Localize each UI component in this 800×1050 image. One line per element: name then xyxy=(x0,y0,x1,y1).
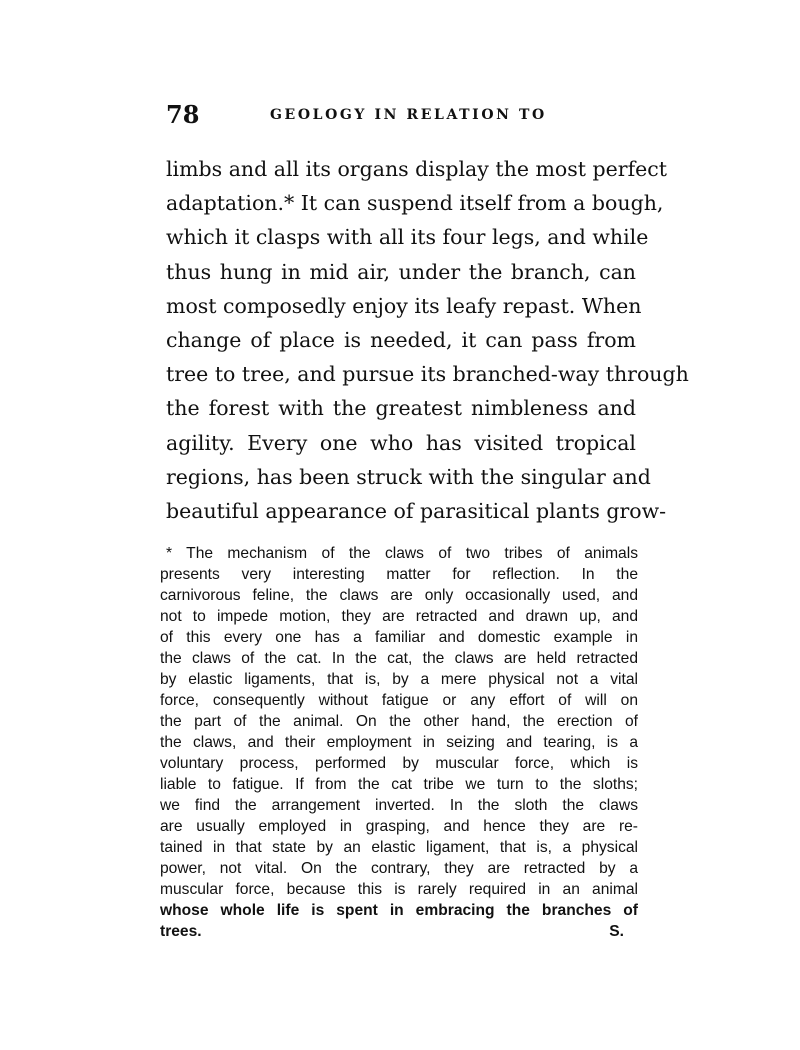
body-line: limbs and all its organs display the most perfect xyxy=(166,157,668,181)
body-line: which it clasps with all its four legs, and while xyxy=(166,225,649,250)
body-line: tree to tree, and pursue its branched-way through xyxy=(166,362,689,387)
page-header xyxy=(166,100,636,134)
body-line: the forest with the greatest nimbleness and xyxy=(166,396,636,421)
body-line: adaptation.* It can suspend itself from a bough, xyxy=(166,191,664,216)
footnote-last-line xyxy=(160,921,638,942)
footnote-line: carnivorous feline, the claws are only occasionally used, and xyxy=(160,587,638,604)
running-head: GEOLOGY IN RELATION TO xyxy=(270,107,547,123)
footnote-line-end: trees. xyxy=(160,923,202,940)
body-line: beautiful appearance of parasitical plants grow- xyxy=(166,498,667,523)
footnote xyxy=(160,543,638,942)
body-line: agility. Every one who has visited tropical xyxy=(166,430,636,455)
body-text xyxy=(166,152,689,528)
body-line: change of place is needed, it can pass from xyxy=(166,327,636,352)
footnote-line: muscular force, because this is rarely required in an animal xyxy=(160,881,638,898)
footnote-line: voluntary process, performed by muscular force, which is xyxy=(160,755,638,772)
footnote-line: by elastic ligaments, that is, by a mere physical not a vital xyxy=(160,671,638,688)
body-line: regions, has been struck with the singular and xyxy=(166,464,651,489)
page-number: 78 xyxy=(166,100,200,129)
footnote-line: the claws, and their employment in seizing and tearing, is a xyxy=(160,734,638,751)
footnote-line: * The mechanism of the claws of two tribes of animals xyxy=(166,545,638,562)
footnote-line: presents very interesting matter for reflection. In the xyxy=(160,566,638,583)
footnote-line: tained in that state by an elastic ligament, that is, a physical xyxy=(160,839,638,856)
footnote-line: not to impede motion, they are retracted and drawn up, and xyxy=(160,608,638,625)
footnote-line: we find the arrangement inverted. In the sloth the claws xyxy=(160,797,638,814)
footnote-signature: S. xyxy=(609,923,624,940)
footnote-line: the part of the animal. On the other hand, the erection of xyxy=(160,713,638,730)
footnote-line: power, not vital. On the contrary, they are retracted by a xyxy=(160,860,638,877)
footnote-line: whose whole life is spent in embracing the branches of xyxy=(160,902,638,919)
body-line: most composedly enjoy its leafy repast. When xyxy=(166,293,642,318)
footnote-line: the claws of the cat. In the cat, the claws are held retracted xyxy=(160,650,638,667)
body-line: thus hung in mid air, under the branch, can xyxy=(166,259,636,284)
footnote-line: liable to fatigue. If from the cat tribe we turn to the sloths; xyxy=(160,776,638,793)
footnote-line: force, consequently without fatigue or any effort of will on xyxy=(160,692,638,709)
footnote-line: are usually employed in grasping, and hence they are re- xyxy=(160,818,638,835)
footnote-line: of this every one has a familiar and domestic example in xyxy=(160,629,638,646)
